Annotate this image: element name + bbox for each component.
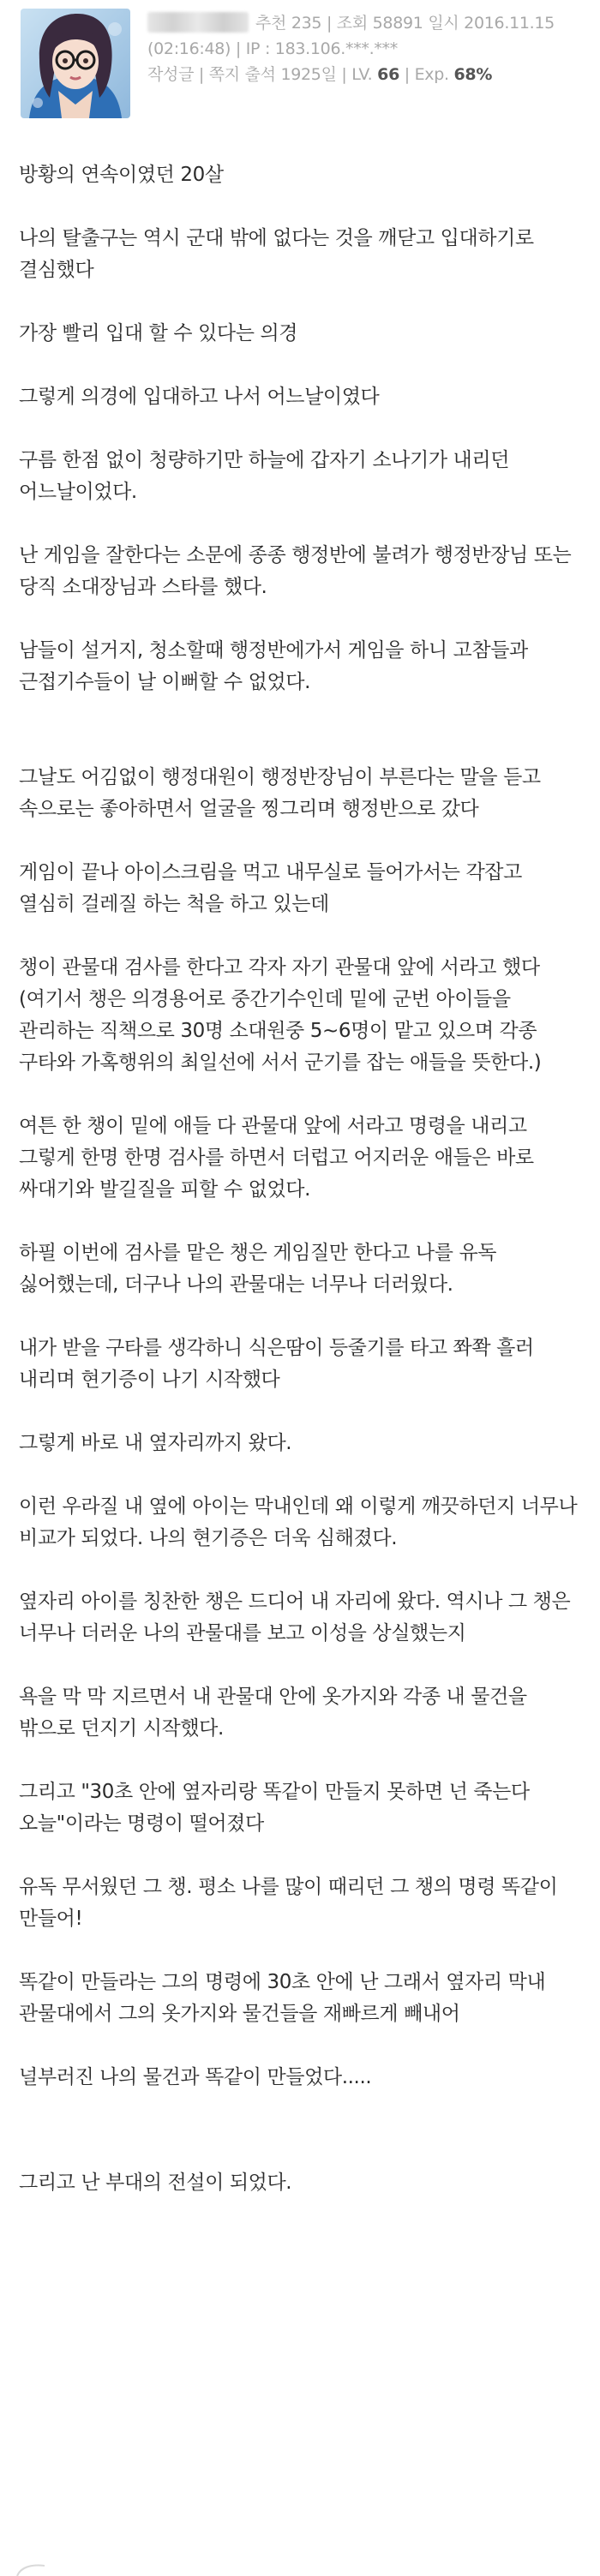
author-links-text[interactable]: 작성글 | 쪽지 출석 1925일 | LV. bbox=[147, 65, 378, 84]
avatar-image bbox=[21, 9, 130, 118]
blank-line bbox=[19, 1301, 583, 1333]
blank-line bbox=[19, 1840, 583, 1872]
blank-line bbox=[19, 2094, 583, 2167]
stats-text: 추천 235 | 조회 58891 일시 2016.11.15 bbox=[255, 14, 555, 33]
paragraph: 여튼 한 챙이 밑에 애들 다 관물대 앞에 서라고 명령을 내리고 그렇게 한명 한명 검사를 하면서 더럽고 어지러운 애들은 바로 싸대기와 발길질을 피할 수 없었다. bbox=[19, 1115, 534, 1201]
paragraph: 난 게임을 잘한다는 소문에 종종 행정반에 불려가 행정반장님 또는 당직 소대장님과 스타를 했다. bbox=[19, 544, 572, 598]
exp-label: | Exp. bbox=[399, 65, 454, 84]
paragraph: 내가 받을 구타를 생각하니 식은땀이 등줄기를 타고 쫘쫙 흘러 내리며 현기증이 나기 시작했다 bbox=[19, 1337, 534, 1391]
blank-line bbox=[19, 1745, 583, 1776]
paragraph: 챙이 관물대 검사를 한다고 각자 자기 관물대 앞에 서라고 했다 (여기서 챙은 의경용어로 중간기수인데 밑에 군번 아이들을 관리하는 직책으로 30명 소대원중 5~6명이 맡고 있으며 각종 구타와 가혹행위의 최일선에 서서 군기를 잡는 애들을 뜻한다.) bbox=[19, 956, 542, 1074]
paragraph: 남들이 설거지, 청소할때 행정반에가서 게임을 하니 고참들과 근접기수들이 날 이뻐할 수 없었다. bbox=[19, 639, 528, 693]
paragraph: 그날도 어김없이 행정대원이 행정반장님이 부른다는 말을 듣고 속으로는 좋아하면서 얼굴을 찡그리며 행정반으로 갔다 bbox=[19, 766, 541, 820]
paragraph: 그리고 "30초 안에 옆자리랑 똑같이 만들지 못하면 넌 죽는다 오늘"이라는 명령이 떨어졌다 bbox=[19, 1781, 530, 1835]
blank-line bbox=[19, 1650, 583, 1681]
blank-line bbox=[19, 1935, 583, 1967]
blank-line bbox=[19, 603, 583, 635]
paragraph: 그리고 난 부대의 전설이 되었다. bbox=[19, 2172, 292, 2194]
paragraph: 유독 무서웠던 그 챙. 평소 나를 많이 때리던 그 챙의 명령 똑같이 만들어! bbox=[19, 1876, 558, 1930]
paragraph: 그렇게 바로 내 옆자리까지 왔다. bbox=[19, 1432, 292, 1454]
blank-line bbox=[19, 508, 583, 540]
paragraph: 욕을 막 막 지르면서 내 관물대 안에 옷가지와 각종 내 물건을 밖으로 던지기 시작했다. bbox=[19, 1686, 527, 1740]
paragraph: 똑같이 만들라는 그의 명령에 30초 안에 난 그래서 옆자리 막내 관물대에서 그의 옷가지와 물건들을 재빠르게 빼내어 bbox=[19, 1971, 546, 2025]
blank-line bbox=[19, 286, 583, 318]
paragraph: 게임이 끝나 아이스크림을 먹고 내무실로 들어가서는 각잡고 열심히 걸레질 하는 척을 하고 있는데 bbox=[19, 861, 522, 915]
paragraph: 옆자리 아이를 칭찬한 챙은 드디어 내 자리에 왔다. 역시나 그 챙은 너무나 더러운 나의 관물대를 보고 이성을 상실했는지 bbox=[19, 1591, 571, 1644]
blank-line bbox=[19, 1396, 583, 1428]
paragraph: 나의 탈출구는 역시 군대 밖에 없다는 것을 깨닫고 입대하기로 결심했다 bbox=[19, 227, 534, 281]
blank-line bbox=[19, 920, 583, 952]
next-content-edge bbox=[15, 2562, 50, 2576]
paragraph: 하필 이번에 검사를 맡은 챙은 게임질만 한다고 나를 유독 싫어했는데, 더구나 나의 관물대는 너무나 더러웠다. bbox=[19, 1242, 497, 1296]
blank-line bbox=[19, 350, 583, 381]
paragraph: 방황의 연속이였던 20살 bbox=[19, 164, 224, 186]
blank-line bbox=[19, 1206, 583, 1237]
paragraph: 구름 한점 없이 청량하기만 하늘에 갑자기 소나기가 내리던 어느날이었다. bbox=[19, 449, 510, 503]
exp-value: 68% bbox=[453, 65, 493, 84]
blank-line bbox=[19, 1079, 583, 1111]
post-header bbox=[0, 0, 600, 129]
meta-line-stats bbox=[147, 10, 589, 36]
meta-line-ip bbox=[147, 36, 589, 62]
paragraph: 그렇게 의경에 입대하고 나서 어느날이였다 bbox=[19, 386, 380, 408]
blank-line bbox=[19, 825, 583, 857]
author-name-blurred[interactable] bbox=[147, 12, 249, 33]
level-value: 66 bbox=[377, 65, 399, 84]
blank-line bbox=[19, 1459, 583, 1491]
meta-line-level bbox=[147, 62, 589, 87]
paragraph: 가장 빨리 입대 할 수 있다는 의경 bbox=[19, 322, 298, 344]
blank-line bbox=[19, 1555, 583, 1586]
post-body bbox=[19, 159, 583, 2199]
author-avatar[interactable] bbox=[21, 9, 130, 118]
post-meta bbox=[147, 10, 589, 87]
blank-line bbox=[19, 2030, 583, 2062]
blank-line bbox=[19, 413, 583, 445]
blank-line bbox=[19, 191, 583, 223]
paragraph: 이런 우라질 내 옆에 아이는 막내인데 왜 이렇게 깨끗하던지 너무나 비교가 되었다. 나의 현기증은 더욱 심해졌다. bbox=[19, 1495, 578, 1549]
paragraph: 널부러진 나의 물건과 똑같이 만들었다..... bbox=[19, 2066, 372, 2088]
time-ip-text: (02:16:48) | IP : 183.106.***.*** bbox=[147, 39, 398, 58]
blank-line bbox=[19, 698, 583, 762]
